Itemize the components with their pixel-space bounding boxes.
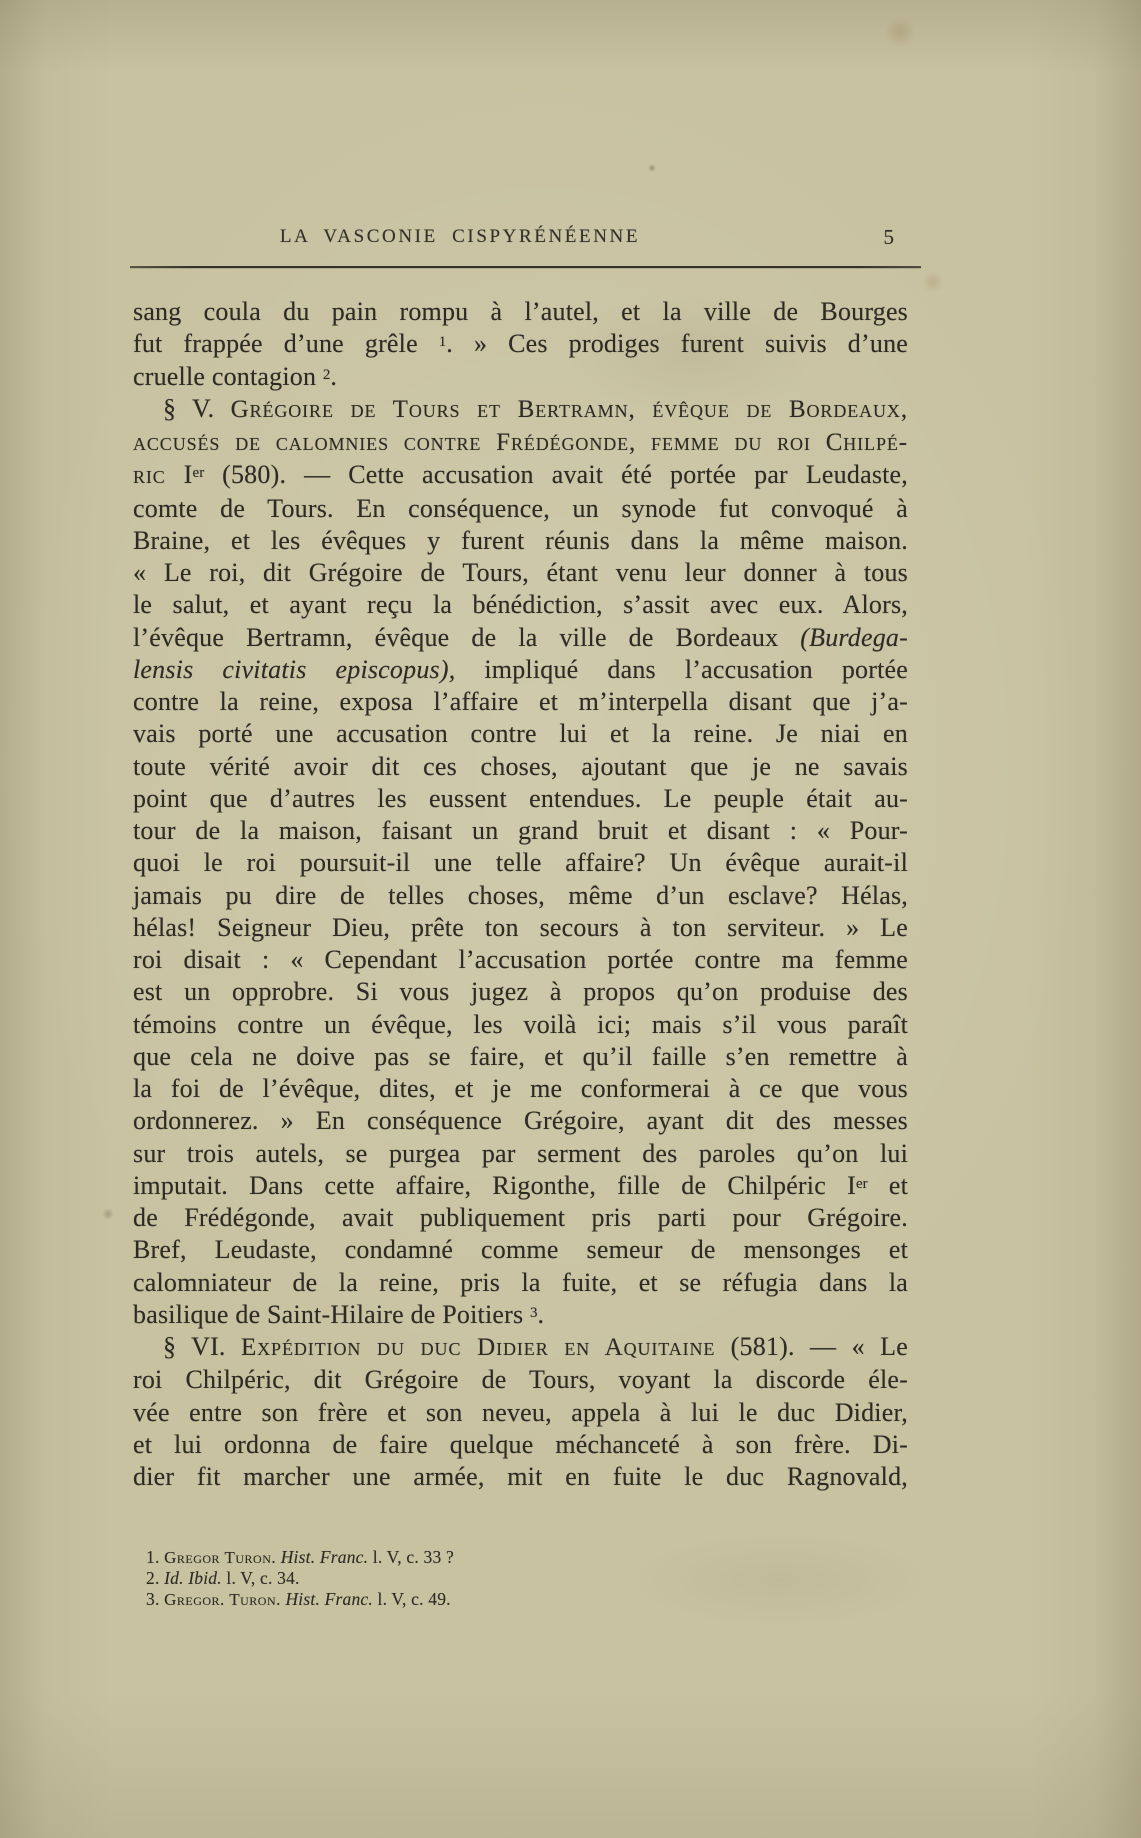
text-line bbox=[133, 361, 908, 393]
text-segment: accusés de calomnies contre Frédégonde, femme du roi Chilpé- bbox=[133, 429, 908, 456]
text-line bbox=[133, 493, 908, 525]
text-line bbox=[133, 880, 908, 912]
text-segment: Expédition du duc Didier en Aquitaine bbox=[240, 1334, 716, 1361]
text-segment: Hist. Franc. bbox=[280, 1547, 369, 1567]
text-line bbox=[133, 751, 908, 783]
text-line bbox=[133, 1364, 908, 1396]
text-segment: er bbox=[856, 1175, 868, 1192]
text-segment: contre la reine, exposa l’affaire et m’interpella disant que j’a- bbox=[133, 687, 908, 716]
text-segment: Braine, et les évêques y furent réunis dans la même maison. bbox=[133, 525, 908, 555]
text-segment: ric bbox=[133, 462, 166, 490]
paragraph bbox=[133, 1331, 908, 1493]
text-line bbox=[133, 393, 908, 426]
text-line bbox=[133, 1138, 908, 1170]
text-segment: Gregor. Turon. bbox=[164, 1589, 281, 1609]
text-segment: Id. Ibid. bbox=[164, 1568, 222, 1589]
text-segment: § VI. bbox=[163, 1332, 241, 1361]
text-line bbox=[133, 1105, 908, 1137]
page-number: 5 bbox=[883, 225, 894, 249]
text-line bbox=[133, 1170, 908, 1202]
text-segment: Hist. Franc. bbox=[285, 1588, 373, 1609]
text-segment: de Frédégonde, avait publiquement pris parti pour Grégoire. bbox=[133, 1203, 908, 1232]
text-segment: hélas! Seigneur Dieu, prête ton secours à ton serviteur. » Le bbox=[133, 912, 908, 942]
text-line bbox=[133, 459, 908, 492]
footnote-line bbox=[146, 1547, 846, 1568]
text-segment: l. V, c. 49. bbox=[372, 1588, 451, 1609]
text-line bbox=[133, 912, 908, 944]
text-line bbox=[133, 296, 908, 328]
text-line bbox=[133, 654, 908, 686]
text-line bbox=[133, 847, 908, 879]
text-segment: « Le roi, dit Grégoire de Tours, étant venu leur donner à tous bbox=[133, 558, 908, 587]
text-segment: basilique de Saint-Hilaire de Poitiers bbox=[133, 1299, 530, 1329]
text-line bbox=[133, 1331, 908, 1364]
running-title: LA VASCONIE CISPYRÉNÉENNE bbox=[279, 226, 641, 247]
text-segment: (580). — Cette accusation avait été portée par Leudaste, bbox=[204, 460, 908, 490]
text-segment: vée entre son frère et son neveu, appela à lui le duc Didier, bbox=[133, 1397, 908, 1427]
text-segment: sang coula du pain rompu à l’autel, et la ville de Bourges bbox=[133, 297, 908, 326]
page-header bbox=[133, 226, 908, 260]
text-line bbox=[133, 1009, 908, 1041]
text-line bbox=[133, 1397, 908, 1429]
text-segment: Bref, Leudaste, condamné comme semeur de mensonges et bbox=[133, 1235, 908, 1265]
text-segment: Grégoire de Tours et Bertramn, évêque de Bordeaux, bbox=[230, 395, 908, 423]
text-line bbox=[133, 718, 908, 750]
text-line bbox=[133, 525, 908, 557]
text-segment: . » Ces prodiges furent suivis d’une bbox=[446, 329, 909, 359]
text-line bbox=[133, 686, 908, 718]
text-line bbox=[133, 1202, 908, 1234]
text-segment: calomniateur de la reine, pris la fuite, et se réfugia dans la bbox=[133, 1267, 908, 1297]
text-line bbox=[133, 1429, 908, 1461]
text-segment: 1 bbox=[438, 334, 447, 351]
text-segment: que cela ne doive pas se faire, et qu’il faille s’en remettre à bbox=[133, 1041, 908, 1071]
text-line bbox=[133, 328, 908, 360]
text-line bbox=[133, 1267, 908, 1299]
text-segment: et bbox=[867, 1170, 908, 1200]
text-line bbox=[133, 426, 908, 459]
footnotes bbox=[146, 1547, 846, 1610]
text-line bbox=[133, 783, 908, 815]
text-line bbox=[133, 557, 908, 589]
paragraph bbox=[133, 393, 908, 1331]
text-segment: 1. bbox=[146, 1547, 165, 1567]
text-segment: Gregor Turon. bbox=[164, 1548, 277, 1567]
text-line bbox=[133, 1041, 908, 1073]
text-segment: tour de la maison, faisant un grand bruit et disant : « Pour- bbox=[133, 816, 908, 845]
text-line bbox=[133, 976, 908, 1008]
text-line bbox=[133, 589, 908, 621]
header-rule bbox=[130, 266, 921, 268]
text-segment: cruelle contagion bbox=[133, 361, 323, 391]
text-segment: impliqué dans l’accusation portée bbox=[455, 654, 908, 684]
text-segment: ordonnerez. » En conséquence Grégoire, ayant dit des messes bbox=[133, 1106, 908, 1136]
text-segment: roi Chilpéric, dit Grégoire de Tours, voyant la discorde éle- bbox=[133, 1365, 908, 1395]
text-segment: I bbox=[165, 460, 193, 490]
text-segment: imputait. Dans cette affaire, Rigonthe, fille de Chilpéric I bbox=[133, 1170, 856, 1200]
text-segment: (581). — « Le bbox=[715, 1332, 908, 1361]
text-segment: . bbox=[330, 361, 338, 391]
text-segment: 3 bbox=[530, 1304, 538, 1321]
text-segment: . bbox=[537, 1299, 545, 1329]
text-segment: quoi le roi poursuit-il une telle affaire? Un évêque aurait-il bbox=[133, 848, 908, 878]
text-segment: er bbox=[192, 465, 205, 482]
text-segment: dier fit marcher une armée, mit en fuite le duc Ragnovald, bbox=[133, 1462, 908, 1491]
text-segment: jamais pu dire de telles choses, même d’un esclave? Hélas, bbox=[133, 880, 908, 910]
text-segment: lensis civitatis episcopus), bbox=[133, 654, 456, 684]
text-line bbox=[133, 815, 908, 847]
text-segment: témoins contre un évêque, les voilà ici; mais s’il vous paraît bbox=[133, 1009, 908, 1039]
text-segment: l. V, c. 33 ? bbox=[368, 1547, 454, 1567]
text-segment: 2. bbox=[146, 1568, 165, 1589]
text-segment: 2 bbox=[322, 366, 331, 383]
text-segment: la foi de l’évêque, dites, et je me conformerai à ce que vous bbox=[133, 1074, 908, 1103]
text-line bbox=[133, 1073, 908, 1105]
paragraph bbox=[133, 296, 908, 393]
text-segment: et lui ordonna de faire quelque méchanceté à son frère. Di- bbox=[133, 1429, 908, 1459]
body-text bbox=[133, 296, 908, 1493]
footnote-line bbox=[146, 1568, 846, 1588]
text-segment: fut frappée d’une grêle bbox=[133, 329, 439, 359]
text-line bbox=[133, 1234, 908, 1266]
text-segment: 3. bbox=[146, 1588, 165, 1609]
footnote-line bbox=[146, 1589, 846, 1610]
text-line bbox=[133, 622, 908, 654]
text-line bbox=[133, 1299, 908, 1331]
text-segment: le salut, et ayant reçu la bénédiction, s’assit avec eux. Alors, bbox=[133, 590, 908, 620]
text-segment: l’évêque Bertramn, évêque de la ville de Bordeaux bbox=[133, 622, 801, 652]
text-line bbox=[133, 944, 908, 976]
text-segment: toute vérité avoir dit ces choses, ajoutant que je ne savais bbox=[133, 751, 908, 781]
text-segment: vais porté une accusation contre lui et la reine. Je niai en bbox=[133, 719, 908, 749]
text-segment: l. V, c. 34. bbox=[221, 1568, 300, 1589]
text-segment: (Burdega- bbox=[800, 622, 908, 652]
text-segment: est un opprobre. Si vous jugez à propos qu’on produise des bbox=[133, 977, 908, 1007]
text-segment: comte de Tours. En conséquence, un synode fut convoqué à bbox=[133, 493, 908, 523]
text-line bbox=[133, 1461, 908, 1493]
text-segment: point que d’autres les eussent entendues. Le peuple était au- bbox=[133, 783, 908, 813]
text-segment: roi disait : « Cependant l’accusation portée contre ma femme bbox=[133, 945, 908, 974]
text-segment: § V. bbox=[163, 393, 231, 423]
text-segment: sur trois autels, se purgea par serment des paroles qu’on lui bbox=[133, 1138, 908, 1168]
